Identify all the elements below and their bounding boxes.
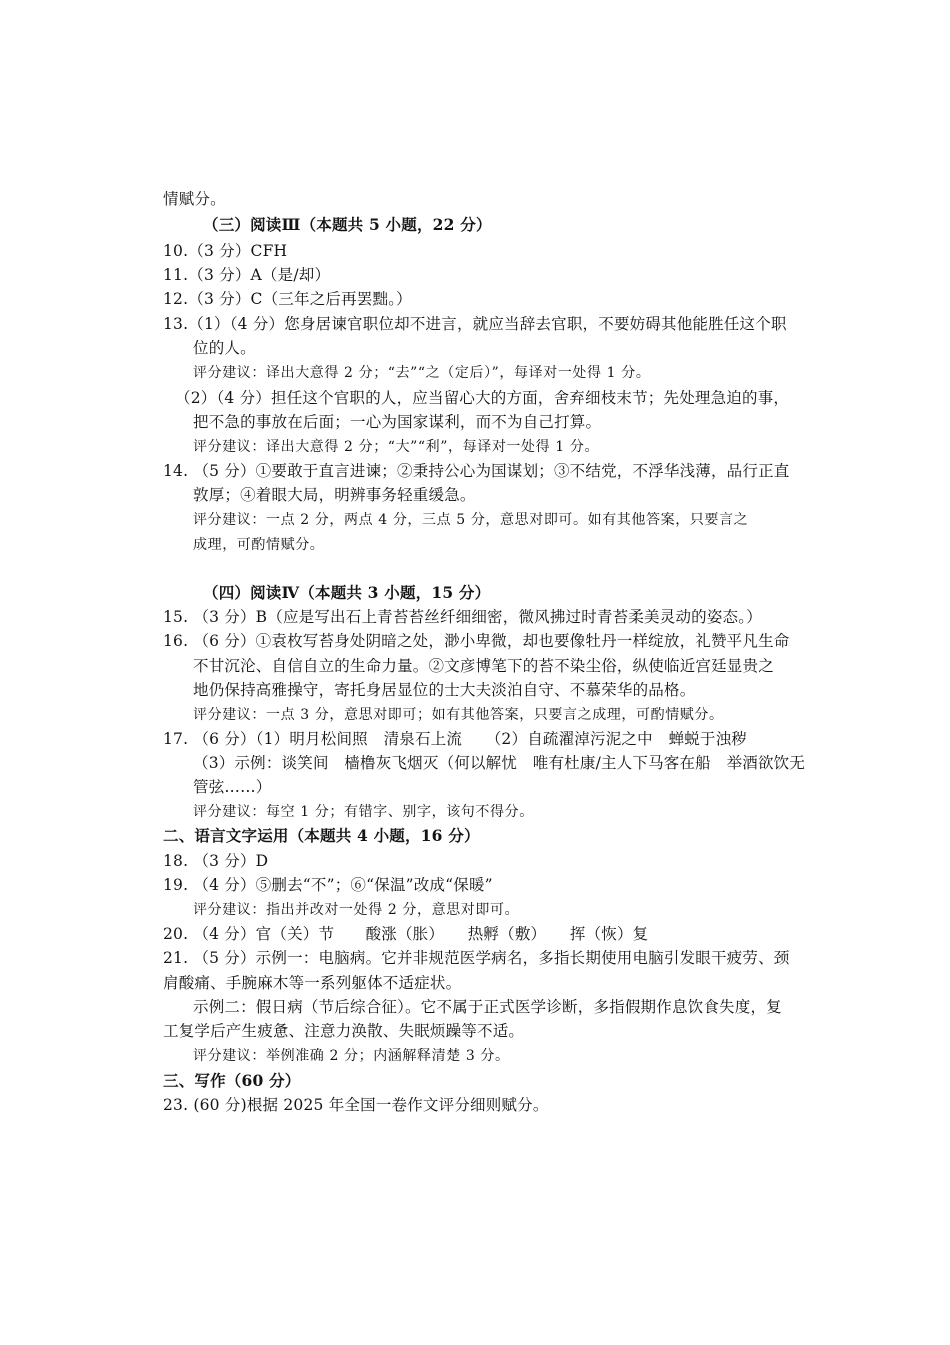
answer-23: 23. (60 分)根据 2025 年全国一卷作文评分细则赋分。 xyxy=(163,1096,549,1114)
answer-14-cont: 敦厚；④着眼大局，明辨事务轻重缓急。 xyxy=(193,486,476,504)
scoring-note-16: 评分建议：一点 3 分，意思对即可；如有其他答案，只要言之成理，可酌情赋分。 xyxy=(193,707,724,723)
answer-21-cont-2: 工复学后产生疲惫、注意力涣散、失眠烦躁等不适。 xyxy=(163,1022,525,1040)
section-heading-writing: 三、写作（60 分） xyxy=(163,1071,301,1090)
section-heading-reading-4: （四）阅读Ⅳ（本题共 3 小题，15 分） xyxy=(203,583,491,602)
answer-13-2-cont: 把不急的事放在后面；一心为国家谋利，而不为自己打算。 xyxy=(193,413,602,431)
answer-14: 14. （5 分）①要敢于直言进谏；②秉持公心为国谋划；③不结党，不浮华浅薄，品行正直 xyxy=(163,462,790,480)
scoring-note-14-cont: 成理，可酌情赋分。 xyxy=(193,537,325,553)
section-heading-reading-3: （三）阅读Ⅲ（本题共 5 小题，22 分） xyxy=(203,215,492,234)
scoring-note-14: 评分建议：一点 2 分，两点 4 分，三点 5 分，意思对即可。如有其他答案，只要言之 xyxy=(193,512,749,528)
answer-16-cont-2: 地仍保持高雅操守，寄托身居显位的士大夫淡泊自守、不慕荣华的品格。 xyxy=(193,681,696,699)
answer-10: 10.（3 分）CFH xyxy=(163,242,288,260)
answer-13-1: 13.（1）（4 分）您身居谏官职位却不进言，就应当辞去官职，不要妨碍其他能胜任这个职 xyxy=(163,315,787,333)
scoring-note-17: 评分建议：每空 1 分；有错字、别字，该句不得分。 xyxy=(193,804,534,820)
answer-18: 18. （3 分）D xyxy=(163,852,269,870)
scoring-note-19: 评分建议：指出并改对一处得 2 分，意思对即可。 xyxy=(193,902,520,918)
scoring-note-13-2: 评分建议：译出大意得 2 分；“大”“利”，每译对一处得 1 分。 xyxy=(193,439,600,455)
answer-21: 21. （5 分）示例一：电脑病。它并非规范医学病名，多指长期使用电脑引发眼干疲劳、颈 xyxy=(163,949,790,967)
answer-15: 15. （3 分）B（应是写出石上青苔苔丝纤细细密，微风拂过时青苔柔美灵动的姿态。） xyxy=(163,608,762,626)
answer-21-cont-1: 肩酸痛、手腕麻木等一系列躯体不适症状。 xyxy=(163,974,462,992)
answer-16-cont-1: 不甘沉沦、自信自立的生命力量。②文彦博笔下的苔不染尘俗，纵使临近宫廷显贵之 xyxy=(193,657,774,675)
scoring-note-13-1: 评分建议：译出大意得 2 分；“去”“之（定后）”，每译对一处得 1 分。 xyxy=(193,365,651,381)
text-line: 情赋分。 xyxy=(163,190,226,208)
answer-16: 16. （6 分）①袁枚写苔身处阴暗之处，渺小卑微，却也要像牡丹一样绽放，礼赞平凡生命 xyxy=(163,632,790,650)
answer-12: 12.（3 分）C（三年之后再罢黜。） xyxy=(163,290,412,308)
answer-21-example-2: 示例二：假日病（节后综合征）。它不属于正式医学诊断，多指假期作息饮食失度，复 xyxy=(193,998,782,1016)
answer-20: 20. （4 分）官（关）节 酸涨（胀） 热孵（敷） 挥（恢）复 xyxy=(163,925,649,943)
section-heading-language: 二、语言文字运用（本题共 4 小题，16 分） xyxy=(163,826,480,845)
answer-17: 17. （6 分）（1）明月松间照 清泉石上流 （2）自疏濯淖污泥之中 蝉蜕于浊秽 xyxy=(163,730,747,748)
answer-17-cont-1: （3）示例：谈笑间 樯橹灰飞烟灭（何以解忧 唯有杜康/主人下马客在船 举酒欲饮无 xyxy=(193,754,806,772)
answer-11: 11.（3 分）A（是/却） xyxy=(163,266,331,284)
answer-13-2: （2）（4 分）担任这个官职的人，应当留心大的方面，舍弃细枝末节；先处理急迫的事， xyxy=(175,389,790,407)
scoring-note-21: 评分建议：举例准确 2 分；内涵解释清楚 3 分。 xyxy=(193,1048,510,1064)
answer-13-1-cont: 位的人。 xyxy=(193,339,256,357)
answer-17-cont-2: 管弦……） xyxy=(193,778,272,796)
answer-19: 19. （4 分）⑤删去“不”；⑥“保温”改成“保暖” xyxy=(163,876,493,894)
